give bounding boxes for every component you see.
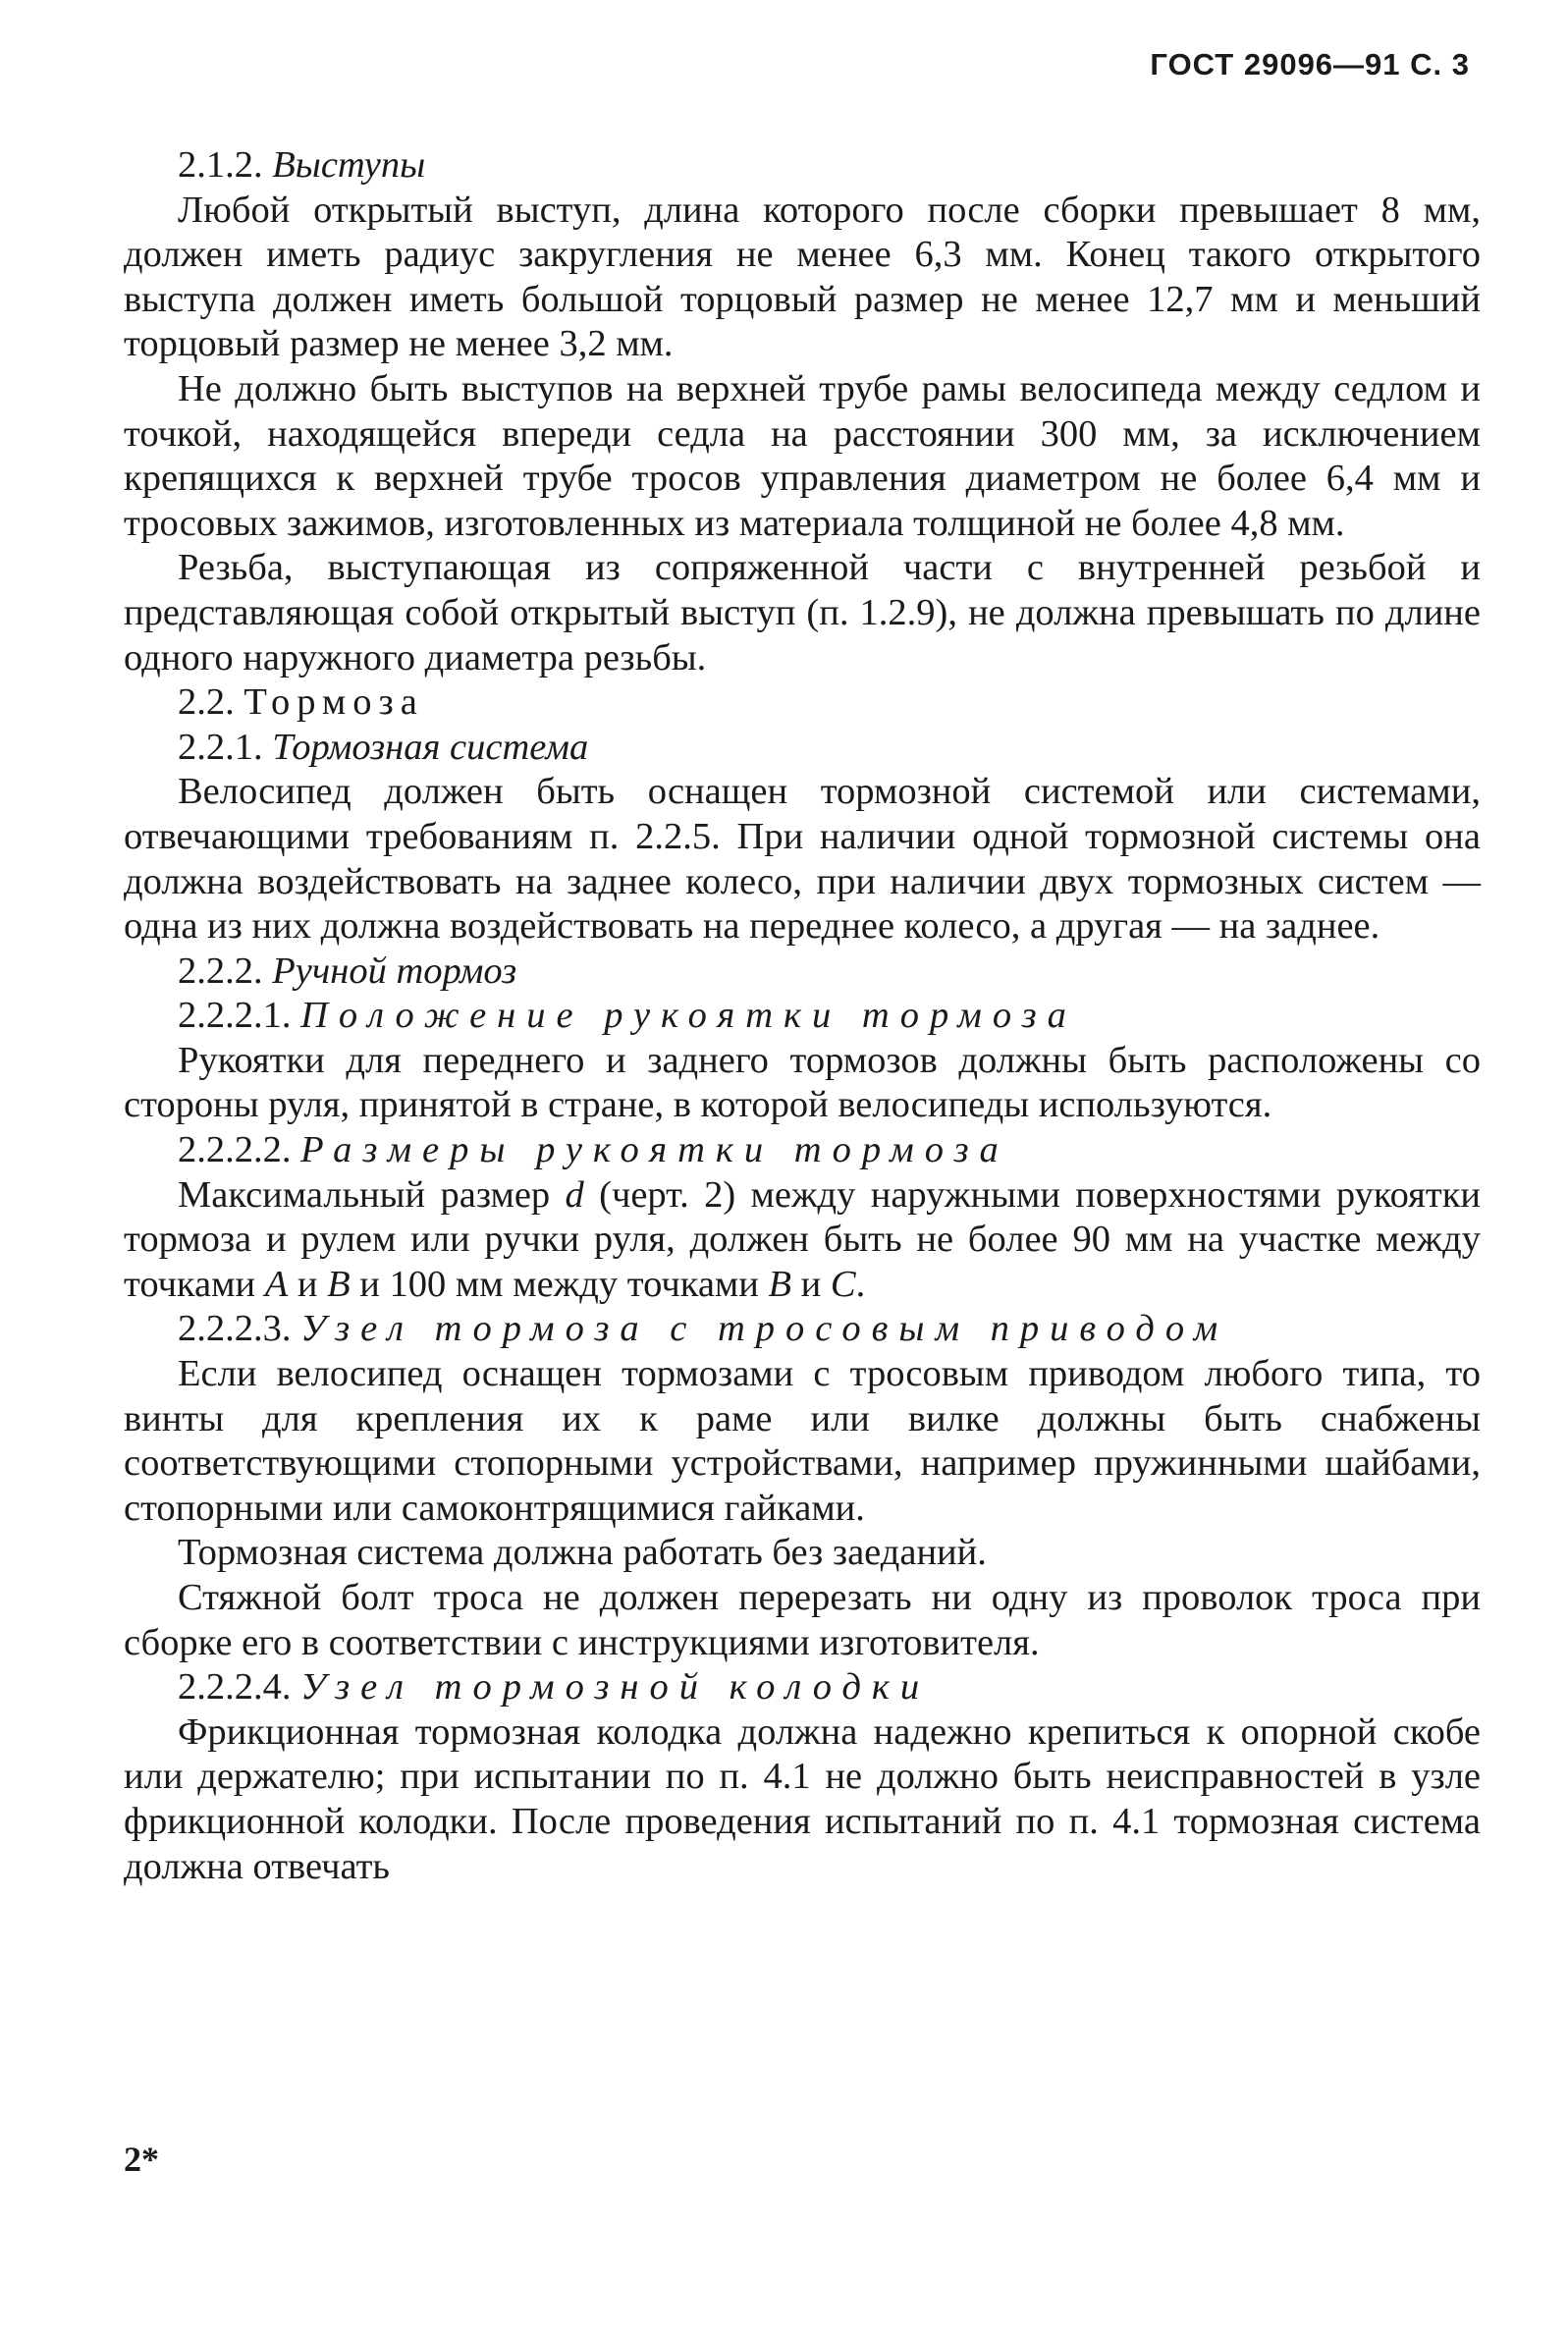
variable-b: B [327,1263,351,1305]
heading-title: Ручной тормоз [272,949,517,992]
heading-2-2-2-4 [124,1665,1481,1710]
paragraph: Не должно быть выступов на верхней трубе рамы велосипеда между седлом и точкой, находящейся впереди седла на расстоянии 300 мм, за исключением крепящихся к верхней трубе тросов управления диаметром не более 6,4 мм и тросовых зажимов, изготовленных из материала толщиной не более 4,8 мм. [124,367,1481,544]
heading-2-1-2 [124,143,1481,189]
signature-mark: 2* [124,2140,159,2179]
variable-b: B [768,1263,792,1305]
text-run: и 100 мм между точками [359,1263,759,1305]
paragraph: Если велосипед оснащен тормозами с тросовым приводом любого типа, то винты для крепления их к раме или вилке должны быть снабжены соответствующими стопорными устройствами, например пружинными шайбами, стопорными или самоконтрящимися гайками. [124,1353,1481,1529]
heading-number: 2.2.2.4. [178,1666,292,1708]
heading-2-2-2 [124,949,1481,995]
running-header: ГОСТ 29096—91 С. 3 [1150,47,1470,81]
text-run: . [855,1263,866,1305]
text-run: и [297,1263,318,1305]
heading-title: Тормозная система [272,726,589,768]
variable-d: d [565,1173,584,1216]
heading-2-2 [124,680,1481,726]
variable-a: A [264,1263,289,1305]
paragraph: Рукоятки для переднего и заднего тормозов должны быть расположены со стороны руля, принятой в стране, в которой велосипеды используются. [124,1039,1481,1126]
heading-title: Размеры рукоятки тормоза [300,1129,1009,1171]
heading-2-2-1 [124,726,1481,771]
paragraph: Фрикционная тормозная колодка должна надежно крепиться к опорной скобе или держателю; при испытании по п. 4.1 не должно быть неисправностей в узле фрикционной колодки. После проведения испытаний по п. 4.1 тормозная система должна отвечать [124,1710,1481,1887]
heading-number: 2.2.2.2. [178,1129,292,1171]
paragraph [124,1173,1481,1308]
paragraph: Любой открытый выступ, длина которого после сборки превышает 8 мм, должен иметь радиус закругления не менее 6,3 мм. Конец такого открытого выступа должен иметь большой торцовый размер не менее 12,7 мм и меньший торцовый размер не менее 3,2 мм. [124,189,1481,365]
heading-2-2-2-1 [124,994,1481,1039]
paragraph: Велосипед должен быть оснащен тормозной системой или системами, отвечающими требованиям п. 2.2.5. При наличии одной тормозной системы она должна воздействовать на заднее колесо, при наличии двух тормозных систем — одна из них должна воздействовать на переднее колесо, а другая — на заднее. [124,771,1481,948]
heading-number: 2.2. [178,681,235,724]
text-run: Максимальный размер [178,1173,551,1216]
heading-number: 2.2.2.1. [178,995,292,1037]
page-body [124,143,1481,1889]
heading-2-2-2-2 [124,1128,1481,1173]
heading-number: 2.2.2. [178,949,263,992]
heading-number: 2.2.1. [178,726,263,768]
text-run: и [800,1263,822,1305]
paragraph: Стяжной болт троса не должен перерезать ни одну из проволок троса при сборке его в соответствии с инструкциями изготовителя. [124,1577,1481,1663]
text-run: (черт. 2) между наружными поверхностями рукоятки тормоза и рулем или ручки руля, должен быть не более 90 мм на участке между точками [124,1173,1482,1305]
heading-title: Выступы [272,144,426,186]
heading-title: Узел тормоза с тросовым приводом [300,1308,1229,1350]
heading-title: Тормоза [243,681,424,724]
variable-c: C [830,1263,856,1305]
heading-number: 2.1.2. [178,144,263,186]
heading-title: Узел тормозной колодки [300,1666,931,1708]
paragraph: Резьба, выступающая из сопряженной части с внутренней резьбой и представляющая собой открытый выступ (п. 1.2.9), не должна превышать по длине одного наружного диаметра резьбы. [124,547,1481,678]
heading-2-2-2-3 [124,1307,1481,1352]
heading-title: Положение рукоятки тормоза [300,995,1077,1037]
paragraph: Тормозная система должна работать без заеданий. [178,1532,987,1574]
heading-number: 2.2.2.3. [178,1308,292,1350]
